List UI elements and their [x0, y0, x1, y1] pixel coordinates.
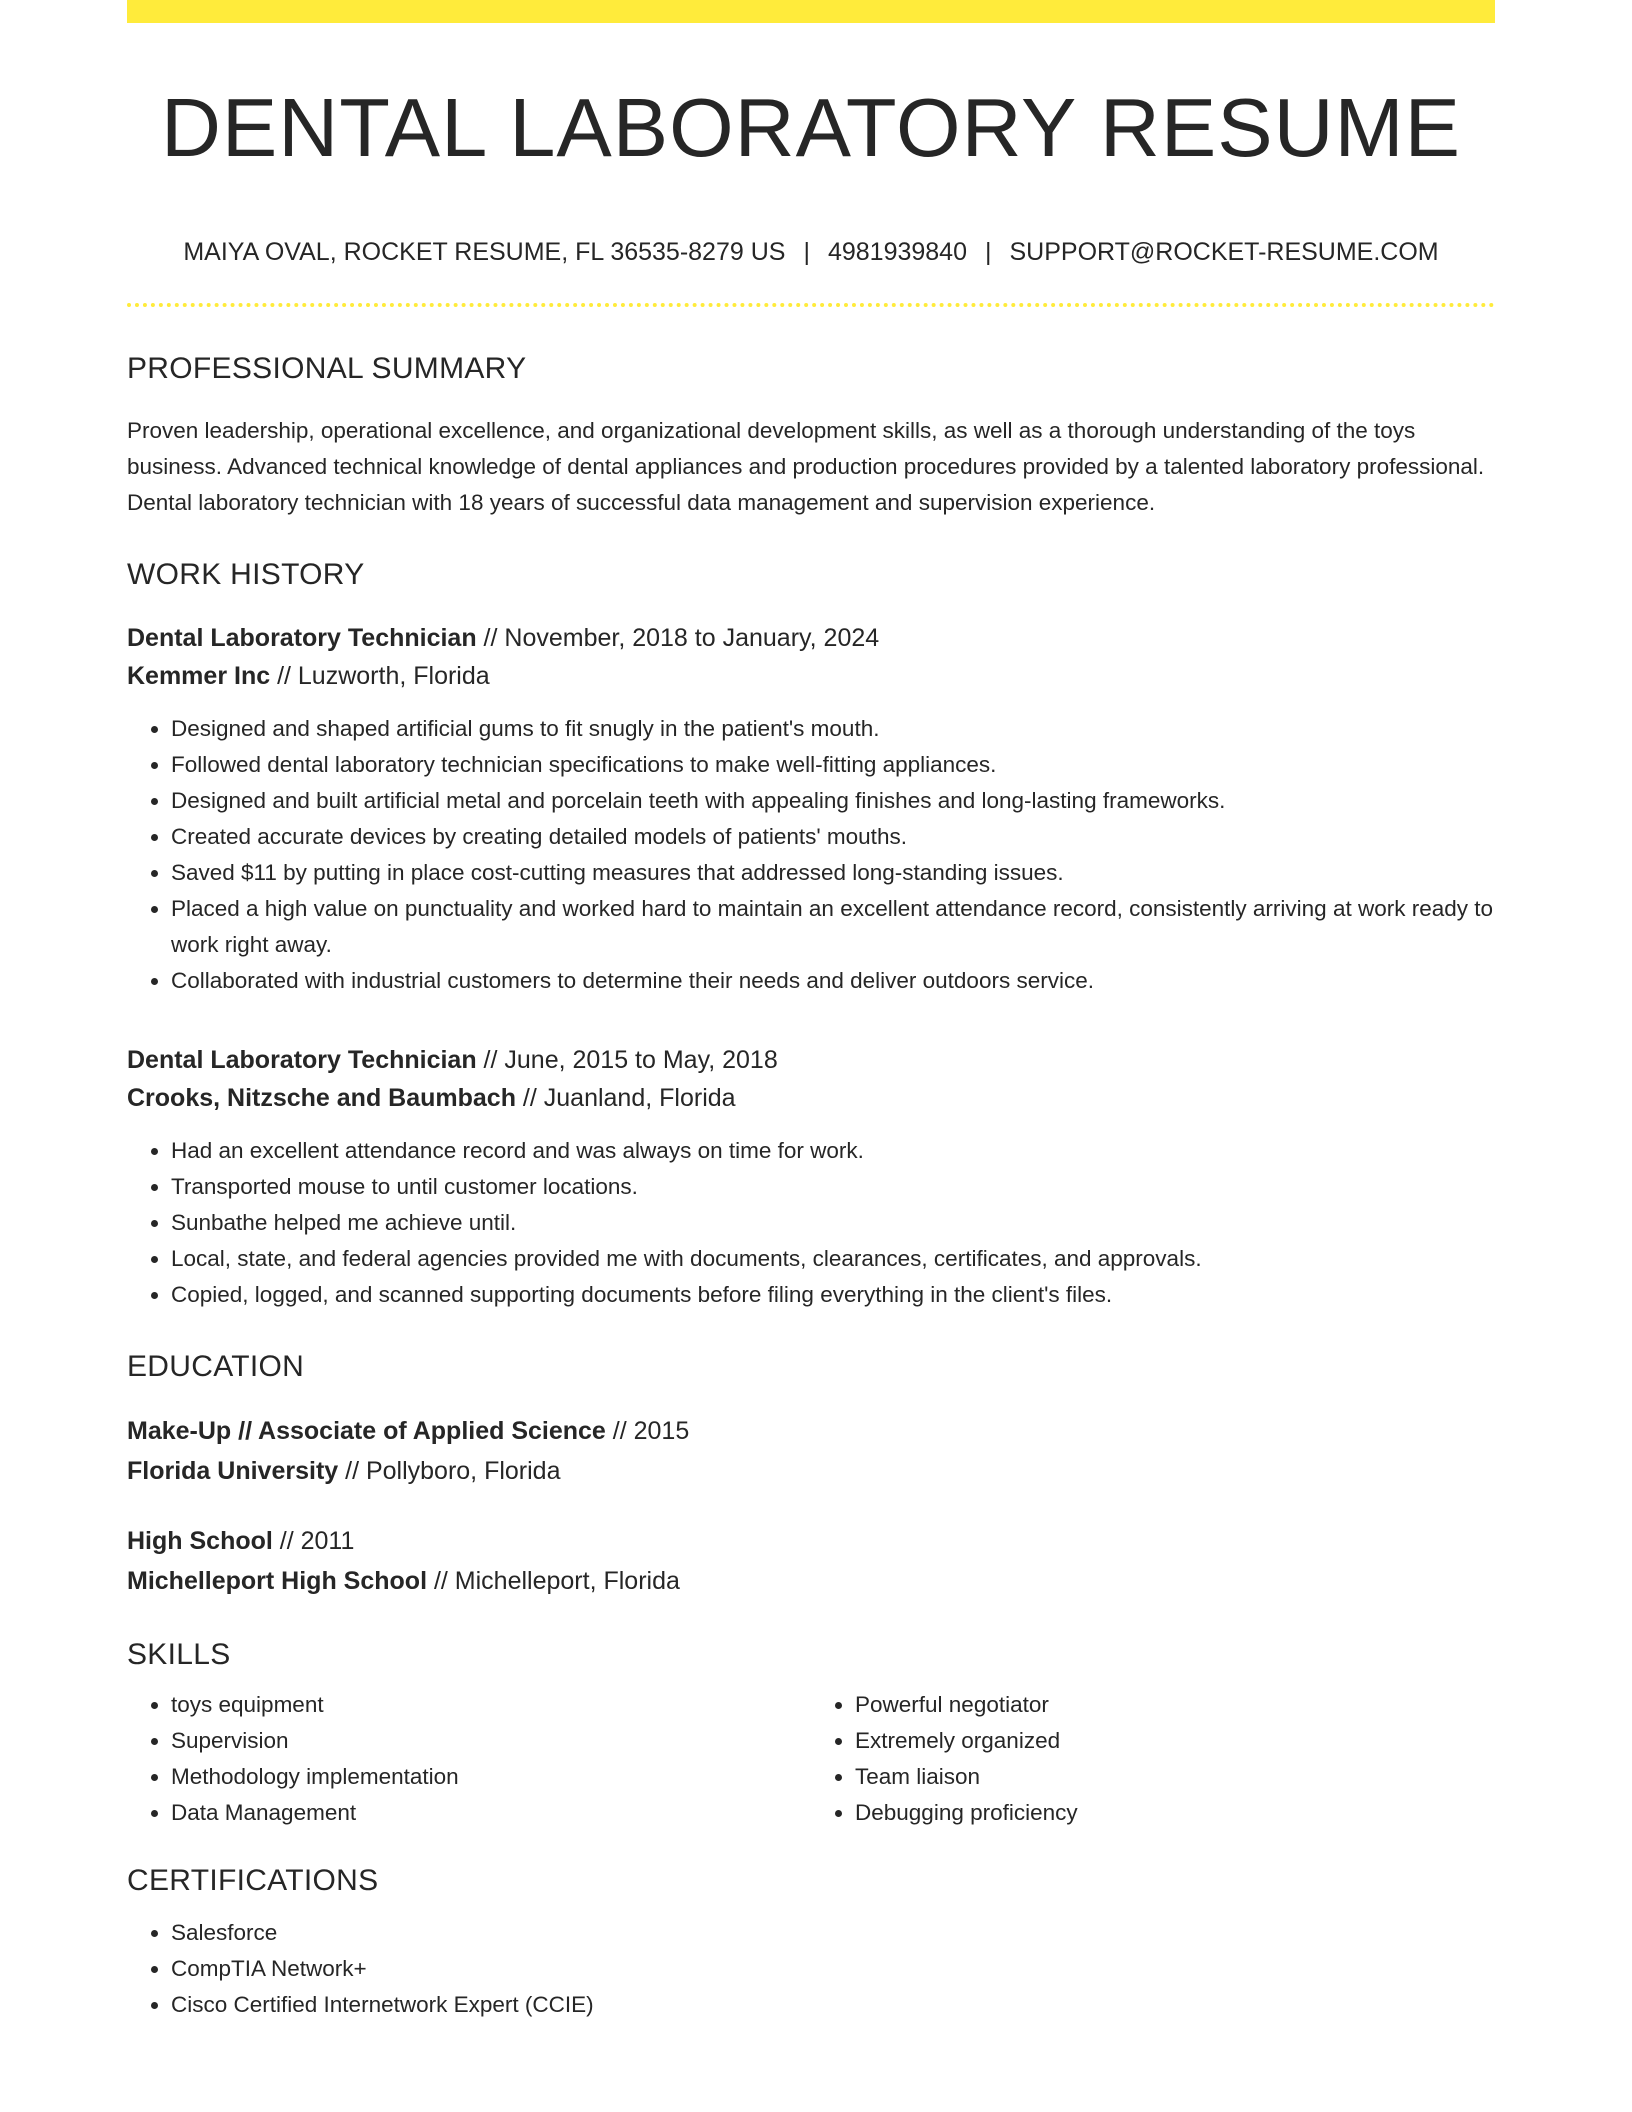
- job-title: Dental Laboratory Technician: [127, 624, 477, 653]
- list-item: • CompTIA Network+: [171, 1951, 1495, 1987]
- resume-page: [127, 0, 1495, 2023]
- list-item: • Supervision: [171, 1723, 811, 1759]
- contact-separator: |: [985, 238, 992, 267]
- list-item: • Transported mouse to until customer locations.: [171, 1169, 1495, 1205]
- education-degree: Make-Up // Associate of Applied Science: [127, 1417, 606, 1446]
- certifications-list: [127, 1915, 1495, 2023]
- list-item: • Cisco Certified Internetwork Expert (CCIE): [171, 1987, 1495, 2023]
- list-item: • Designed and shaped artificial gums to fit snugly in the patient's mouth.: [171, 711, 1495, 747]
- job-title: Dental Laboratory Technician: [127, 1046, 477, 1075]
- list-item: • Methodology implementation: [171, 1759, 811, 1795]
- list-item: • Team liaison: [855, 1759, 1495, 1795]
- education-year: // 2015: [605, 1417, 690, 1446]
- list-item: • Data Management: [171, 1795, 811, 1831]
- list-item: • Created accurate devices by creating detailed models of patients' mouths.: [171, 819, 1495, 855]
- job-location: // Juanland, Florida: [515, 1084, 736, 1113]
- list-item: • Sunbathe helped me achieve until.: [171, 1205, 1495, 1241]
- work-history-section: [127, 557, 1495, 1313]
- list-item: • Followed dental laboratory technician specifications to make well-fitting appliances.: [171, 747, 1495, 783]
- education-school-line: [127, 1451, 1495, 1491]
- list-item: • Placed a high value on punctuality and worked hard to maintain an excellent attendance record, consistently arriving at work ready to work right away.: [171, 891, 1495, 963]
- list-item: • Powerful negotiator: [855, 1687, 1495, 1723]
- job-company: Kemmer Inc: [127, 662, 271, 691]
- education-degree-line: [127, 1521, 1495, 1561]
- job-dates: // June, 2015 to May, 2018: [476, 1046, 778, 1075]
- summary-text: Proven leadership, operational excellence, and organizational development skills, as well as a thorough understanding of the toys business. Advanced technical knowledge of dental appliances and production procedures provided by a talented laboratory professional. Dental laboratory technician with 18 years of successful data management and supervision experience.: [127, 418, 1485, 516]
- skills-list-right: [811, 1687, 1495, 1831]
- top-accent-bar: [127, 0, 1495, 23]
- education-school: Michelleport High School: [127, 1567, 428, 1596]
- job-bullets: [127, 711, 1495, 999]
- job-title-line: [127, 1041, 1495, 1079]
- job-bullets: [127, 1133, 1495, 1313]
- education-location: // Pollyboro, Florida: [338, 1457, 561, 1486]
- contact-phone: 4981939840: [827, 238, 967, 267]
- job-title-line: [127, 619, 1495, 657]
- skills-section: [127, 1637, 1495, 1831]
- section-heading-certifications: CERTIFICATIONS: [127, 1864, 379, 1898]
- job-location: // Luzworth, Florida: [270, 662, 490, 691]
- resume-title: DENTAL LABORATORY RESUME: [160, 81, 1462, 174]
- education-location: // Michelleport, Florida: [427, 1567, 680, 1596]
- contact-address: MAIYA OVAL, ROCKET RESUME, FL 36535-8279 US: [183, 238, 786, 267]
- job-entry: [127, 1041, 1495, 1313]
- list-item: • toys equipment: [171, 1687, 811, 1723]
- education-entry: [127, 1521, 1495, 1601]
- job-dates: // November, 2018 to January, 2024: [476, 624, 880, 653]
- education-entry: [127, 1411, 1495, 1491]
- list-item: • Had an excellent attendance record and was always on time for work.: [171, 1133, 1495, 1169]
- education-section: [127, 1349, 1495, 1601]
- list-item: • Extremely organized: [855, 1723, 1495, 1759]
- education-degree: High School: [127, 1527, 273, 1556]
- professional-summary-section: [127, 351, 1495, 521]
- certifications-section: [127, 1863, 1495, 2023]
- job-company-line: [127, 1079, 1495, 1117]
- contact-line: [127, 237, 1495, 267]
- list-item: • Collaborated with industrial customers to determine their needs and deliver outdoors service.: [171, 963, 1495, 999]
- section-heading-work: WORK HISTORY: [127, 558, 365, 592]
- education-year: // 2011: [272, 1527, 355, 1556]
- section-heading-summary: PROFESSIONAL SUMMARY: [127, 352, 527, 386]
- section-heading-education: EDUCATION: [127, 1350, 305, 1384]
- job-entry: [127, 619, 1495, 999]
- dotted-divider: [127, 303, 1495, 307]
- job-company-line: [127, 657, 1495, 695]
- education-school-line: [127, 1561, 1495, 1601]
- skills-list-left: [127, 1687, 811, 1831]
- list-item: • Saved $11 by putting in place cost-cutting measures that addressed long-standing issues.: [171, 855, 1495, 891]
- education-degree-line: [127, 1411, 1495, 1451]
- list-item: • Copied, logged, and scanned supporting documents before filing everything in the client's files.: [171, 1277, 1495, 1313]
- skills-grid: [127, 1687, 1495, 1831]
- list-item: • Designed and built artificial metal and porcelain teeth with appealing finishes and long-lasting frameworks.: [171, 783, 1495, 819]
- education-school: Florida University: [127, 1457, 339, 1486]
- job-company: Crooks, Nitzsche and Baumbach: [127, 1084, 516, 1113]
- section-heading-skills: SKILLS: [127, 1638, 231, 1672]
- list-item: • Salesforce: [171, 1915, 1495, 1951]
- list-item: • Debugging proficiency: [855, 1795, 1495, 1831]
- list-item: • Local, state, and federal agencies provided me with documents, clearances, certificates, and approvals.: [171, 1241, 1495, 1277]
- contact-email: SUPPORT@ROCKET-RESUME.COM: [1009, 238, 1439, 267]
- contact-separator: |: [803, 238, 810, 267]
